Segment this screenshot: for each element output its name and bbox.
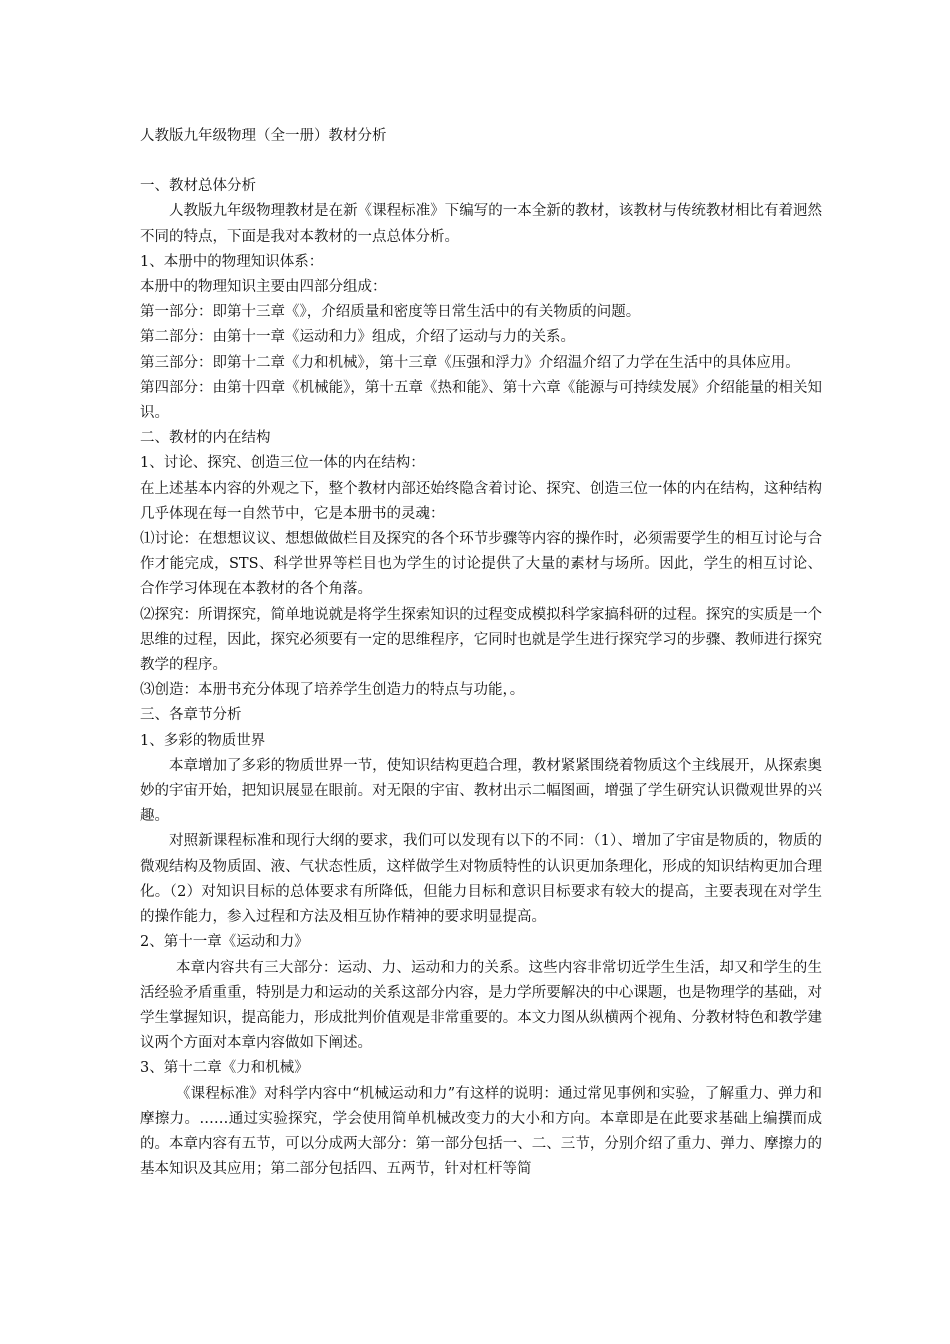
paragraph: 第三部分：即第十二章《力和机械》，第十三章《压强和浮力》介绍温介绍了力学在生活中的具体应用。	[140, 354, 800, 371]
document-page	[140, 124, 822, 1182]
subsection-heading: 3、第十二章《力和机械》	[140, 1060, 309, 1077]
paragraph: ⑶创造：本册书充分体现了培养学生创造力的特点与功能，。	[140, 682, 525, 699]
paragraph: 本章增加了多彩的物质世界一节，使知识结构更趋合理，教材紧紧围绕着物质这个主线展开，从探索奥妙的宇宙开始，把知识展显在眼前。对无限的宇宙、教材出示二幅图画，增强了学生研究认识微观世界的兴趣。	[140, 757, 822, 825]
paragraph: 第二部分：由第十一章《运动和力》组成，介绍了运动与力的关系。	[140, 329, 575, 346]
section-heading: 一、教材总体分析	[140, 178, 256, 195]
section-heading: 三、各章节分析	[140, 707, 242, 724]
document-title: 人教版九年级物理（全一册）教材分析	[140, 128, 387, 144]
paragraph: 在上述基本内容的外观之下，整个教材内部还始终隐含着讨论、探究、创造三位一体的内在结构，这种结构几乎体现在每一自然节中，它是本册书的灵魂：	[140, 480, 822, 522]
paragraph: ⑴讨论：在想想议议、想想做做栏目及探究的各个环节步骤等内容的操作时，必须需要学生的相互讨论与合作才能完成，STS、科学世界等栏目也为学生的讨论提供了大量的素材与场所。因此，学生的相互讨论、合作学习体现在本教材的各个角落。	[140, 531, 822, 598]
paragraph: 人教版九年级物理教材是在新《课程标准》下编写的一本全新的教材，该教材与传统教材相比有着迥然不同的特点，下面是我对本教材的一点总体分析。	[140, 203, 822, 245]
subsection-heading: 1、本册中的物理知识体系：	[140, 253, 324, 270]
paragraph: 《课程标准》对科学内容中“机械运动和力”有这样的说明：通过常见事例和实验，了解重力、弹力和摩擦力。……通过实验探究，学会使用简单机械改变力的大小和方向。本章即是在此要求基础上编撰而成的。本章内容有五节，可以分成两大部分：第一部分包括一、二、三节，分别介绍了重力、弹力、摩擦力的基本知识及其应用；第二部分包括四、五两节，针对杠杆等简	[140, 1085, 822, 1178]
subsection-heading: 1、多彩的物质世界	[140, 732, 266, 749]
subsection-heading: 1、讨论、探究、创造三位一体的内在结构：	[140, 455, 425, 472]
paragraph: 第四部分：由第十四章《机械能》，第十五章《热和能》、第十六章《能源与可持续发展》介绍能量的相关知识。	[140, 379, 822, 422]
paragraph: 本册中的物理知识主要由四部分组成：	[140, 279, 387, 296]
section-heading: 二、教材的内在结构	[140, 430, 271, 447]
paragraph: ⑵探究：所谓探究，简单地说就是将学生探索知识的过程变成模拟科学家搞科研的过程。探究的实质是一个思维的过程，因此，探究必须要有一定的思维程序，它同时也就是学生进行探究学习的步骤、教师进行探究教学的程序。	[140, 606, 822, 674]
subsection-heading: 2、第十一章《运动和力》	[140, 934, 309, 951]
paragraph: 本章内容共有三大部分：运动、力、运动和力的关系。这些内容非常切近学生生活，却又和学生的生活经验矛盾重重，特别是力和运动的关系这部分内容，是力学所要解决的中心课题，也是物理学的基础，对学生掌握知识，提高能力，形成批判价值观是非常重要的。本文力图从纵横两个视角、分教材特色和教学建议两个方面对本章内容做如下阐述。	[140, 959, 822, 1052]
paragraph: 对照新课程标准和现行大纲的要求，我们可以发现有以下的不同：（1）、增加了宇宙是物质的，物质的微观结构及物质固、液、气状态性质，这样做学生对物质特性的认识更加条理化，形成的知识结构更加合理化。（2）对知识目标的总体要求有所降低，但能力目标和意识目标要求有较大的提高，主要表现在对学生的操作能力，参入过程和方法及相互协作精神的要求明显提高。	[140, 833, 822, 926]
paragraph: 第一部分：即第十三章《》，介绍质量和密度等日常生活中的有关物质的问题。	[140, 304, 641, 321]
